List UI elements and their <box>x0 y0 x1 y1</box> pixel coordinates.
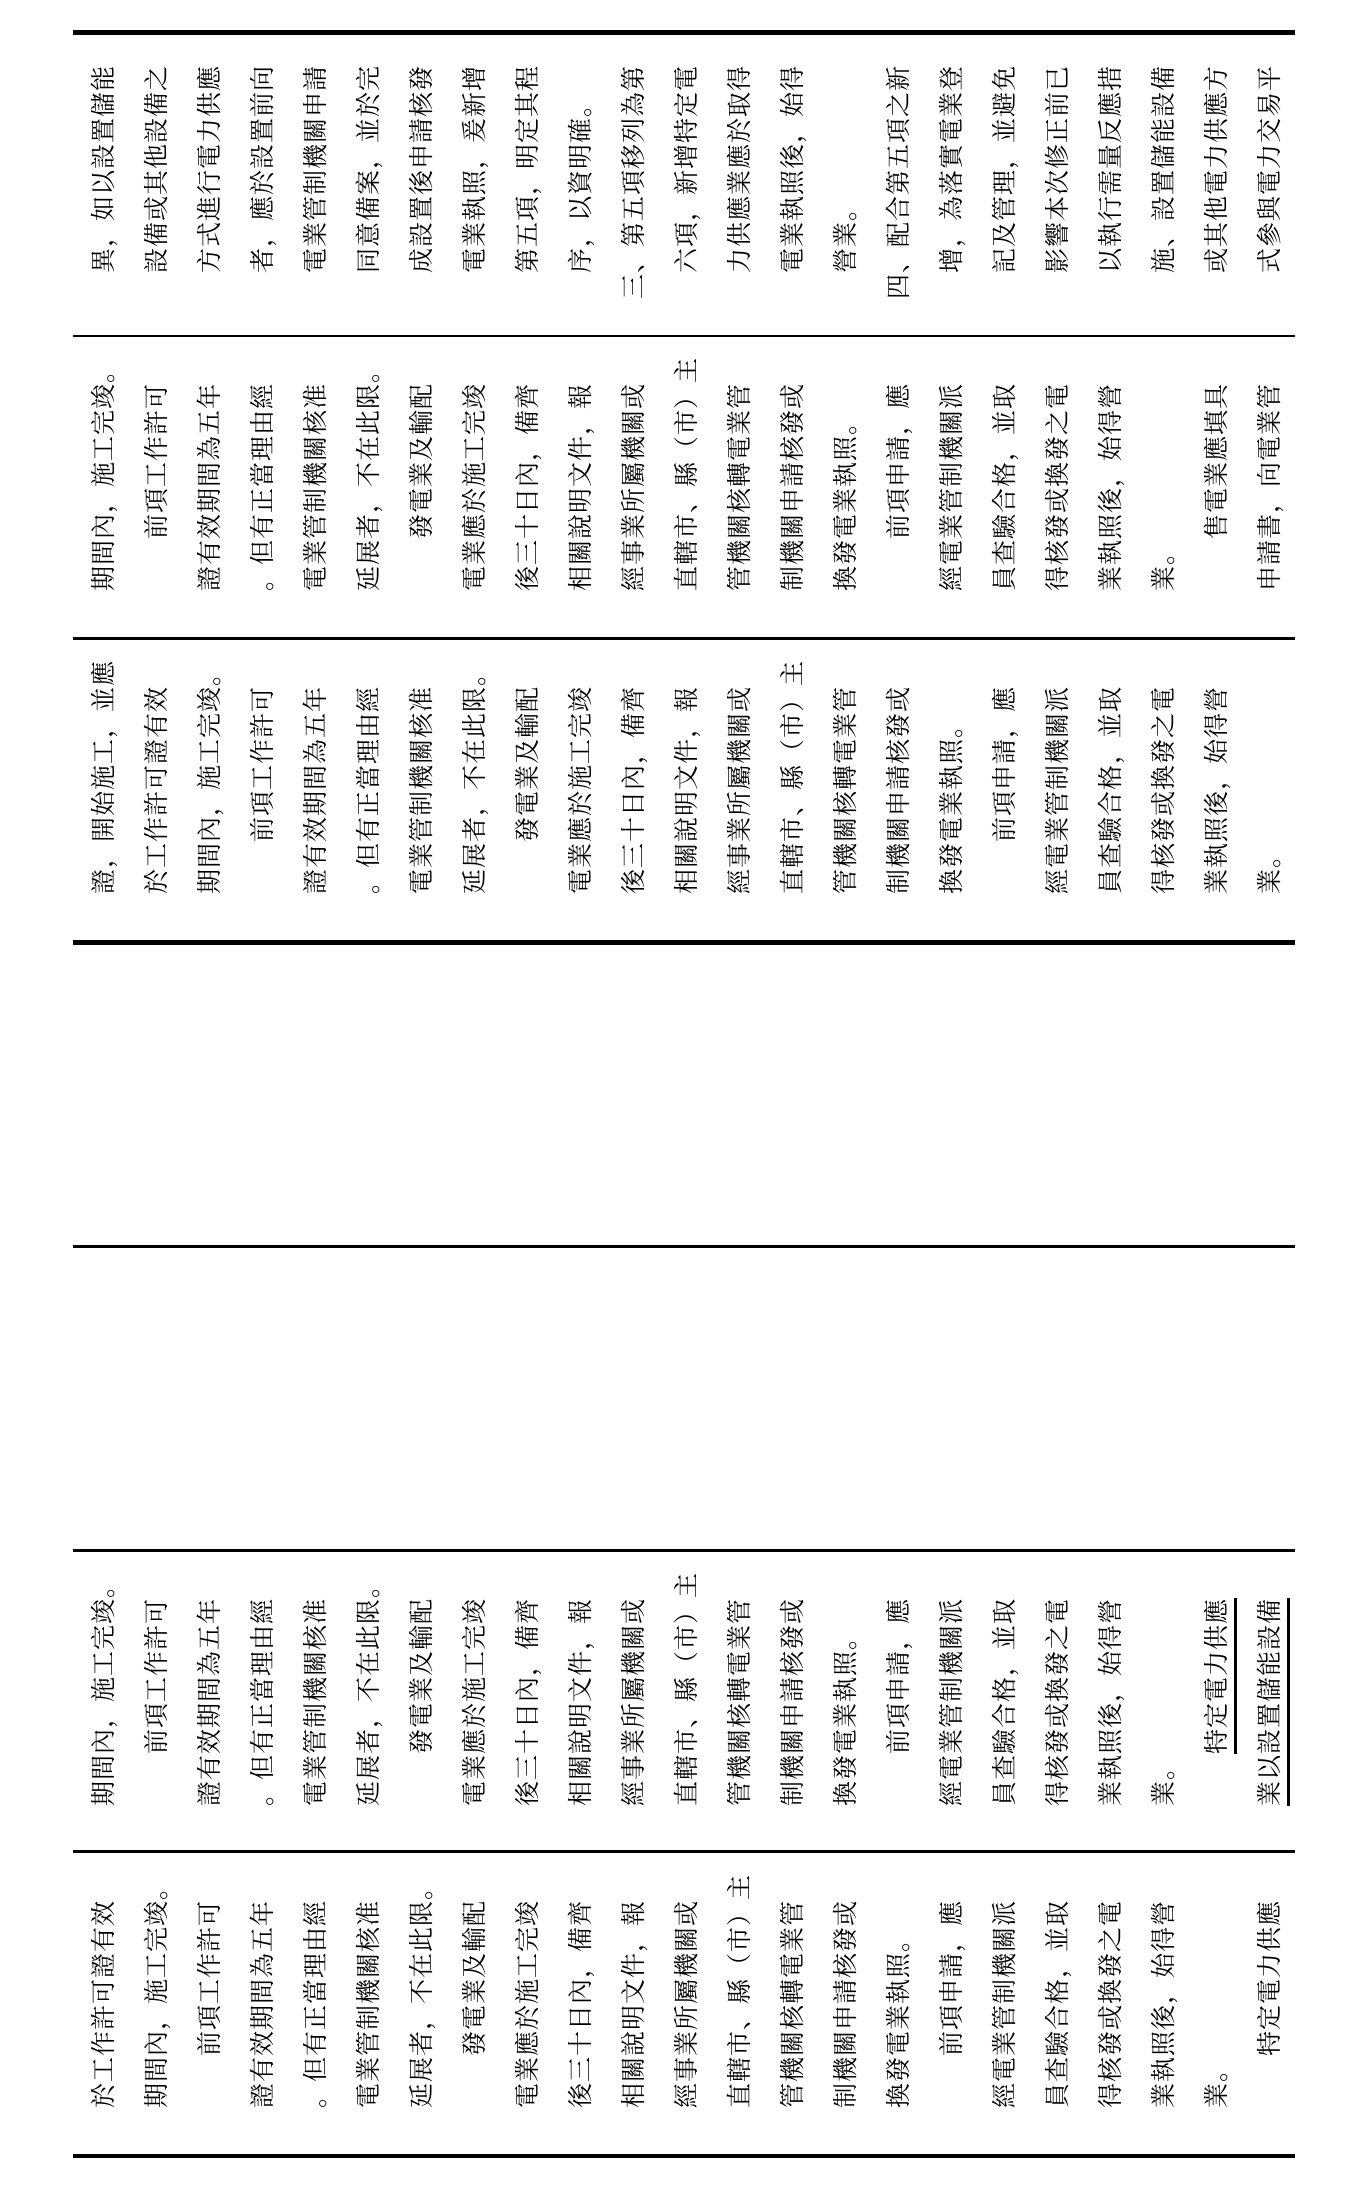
text-line: 電業應於施工完竣 <box>460 1597 489 1806</box>
text-line: 或其他電力供應方 <box>1202 64 1231 273</box>
text-line: 前項申請，應 <box>937 1899 966 2056</box>
text-line: 。但有正當理由經 <box>354 685 383 894</box>
text-line: 設備或其他設備之 <box>142 64 171 273</box>
table-cell-column-1 <box>73 36 1295 333</box>
text-line: 延展者，不在此限。 <box>407 1873 436 2108</box>
text-line: 施、設置儲能設備 <box>1149 64 1178 273</box>
text-line: 延展者，不在此限。 <box>460 659 489 894</box>
text-line: 證有效期間為五年 <box>195 1597 224 1806</box>
text-line: 經電業管制機關派 <box>1043 685 1072 894</box>
text-line: 申請書，向電業管 <box>1255 382 1284 591</box>
table-cell-column-6 <box>73 1553 1295 1848</box>
underline-marked-text: 特定電力供應 <box>1202 1598 1237 1754</box>
text-line: 。但有正當理由經 <box>301 1899 330 2108</box>
text-line: 經電業管制機關派 <box>937 382 966 591</box>
text-line: 員查驗合格，並取 <box>990 1597 1019 1806</box>
text-line: 增，為落實電業登 <box>937 64 966 273</box>
text-line: 業。 <box>1149 538 1178 591</box>
text-line: 管機關核轉電業管 <box>778 1899 807 2108</box>
text-line: 直轄市、縣（市）主 <box>672 1571 701 1806</box>
text-line: 證，開始施工，並應 <box>89 659 118 894</box>
amended-text-line <box>1256 1553 1309 1806</box>
text-line: 電業管制機關核准 <box>301 1597 330 1806</box>
text-line: 業。 <box>1149 1753 1178 1806</box>
text-line: 業。 <box>1202 2055 1231 2108</box>
text-line: 業。 <box>1255 841 1284 894</box>
text-line: 於工作許可證有效 <box>142 685 171 894</box>
text-line: 力供應業應於取得 <box>725 64 754 273</box>
text-line: 員查驗合格，並取 <box>1096 685 1125 894</box>
text-line: 第五項，明定其程 <box>513 64 542 273</box>
text-line: 前項工作許可 <box>142 1597 171 1754</box>
text-line: 同意備案，並於完 <box>354 64 383 273</box>
text-line: 發電業及輸配 <box>407 382 436 539</box>
text-line: 經事業所屬機關或 <box>725 685 754 894</box>
text-line: 電業執照，爰新增 <box>460 64 489 273</box>
text-line: 特定電力供應 <box>1255 1899 1284 2056</box>
text-line: 制機關申請核發或 <box>778 382 807 591</box>
text-line: 證有效期間為五年 <box>248 1899 277 2108</box>
text-line: 六項，新增特定電 <box>672 64 701 273</box>
text-line: 前項工作許可 <box>195 1899 224 2056</box>
text-line: 經事業所屬機關或 <box>619 382 648 591</box>
text-line: 。但有正當理由經 <box>248 1597 277 1806</box>
text-line: 異，如以設置儲能 <box>89 64 118 273</box>
text-line: 序，以資明確。 <box>566 90 595 273</box>
text-line: 電業執照後，始得 <box>778 64 807 273</box>
text-line: 證有效期間為五年 <box>301 685 330 894</box>
text-line: 相關說明文件，報 <box>566 1597 595 1806</box>
text-line: 電業應於施工完竣 <box>513 1899 542 2108</box>
table-border <box>73 30 1295 35</box>
text-line: 以執行需量反應措 <box>1096 64 1125 273</box>
text-line: 換發電業執照。 <box>937 711 966 894</box>
text-line: 後三十日內，備齊 <box>513 1597 542 1806</box>
text-line: 業執照後，始得營 <box>1202 685 1231 894</box>
text-line: 營業。 <box>831 194 860 273</box>
text-line: 延展者，不在此限。 <box>354 1571 383 1806</box>
text-line: 相關說明文件，報 <box>672 685 701 894</box>
text-line: 前項申請，應 <box>990 685 1019 842</box>
text-line: 記及管理，並避免 <box>990 64 1019 273</box>
underline-marked-text: 業以設置儲能設備 <box>1255 1598 1290 1806</box>
text-line: 管機關核轉電業管 <box>725 1597 754 1806</box>
text-line: 得核發或換發之電 <box>1043 1597 1072 1806</box>
text-line: 於工作許可證有效 <box>89 1899 118 2108</box>
table-border <box>73 637 1295 640</box>
text-line: 經事業所屬機關或 <box>619 1597 648 1806</box>
text-line: 發電業及輸配 <box>407 1597 436 1754</box>
text-line: 後三十日內，備齊 <box>619 685 648 894</box>
text-line: 者，應於設置前向 <box>248 64 277 273</box>
table-border <box>73 2154 1295 2158</box>
table-cell-column-2 <box>73 338 1295 635</box>
table-cell-column-4-empty <box>73 946 1295 1243</box>
text-line: 業執照後，始得營 <box>1149 1899 1178 2108</box>
text-line: 得核發或換發之電 <box>1043 382 1072 591</box>
text-line: 前項申請，應 <box>884 1597 913 1754</box>
text-line: 電業應於施工完竣 <box>566 685 595 894</box>
text-line: 經電業管制機關派 <box>990 1899 1019 2108</box>
text-line: 得核發或換發之電 <box>1149 685 1178 894</box>
text-line: 員查驗合格，並取 <box>990 382 1019 591</box>
text-line: 期間內，施工完竣。 <box>142 1873 171 2108</box>
text-line: 相關說明文件，報 <box>619 1899 648 2108</box>
text-line: 得核發或換發之電 <box>1096 1899 1125 2108</box>
text-line: 換發電業執照。 <box>831 408 860 591</box>
text-line: 三、第五項移列為第 <box>619 64 648 299</box>
text-line: 證有效期間為五年 <box>195 382 224 591</box>
text-line: 電業管制機關核准 <box>301 382 330 591</box>
text-line: 制機關申請核發或 <box>831 1899 860 2108</box>
text-line: 直轄市、縣（市）主 <box>672 356 701 591</box>
text-line: 電業管制機關申請 <box>301 64 330 273</box>
table-cell-column-7 <box>73 1854 1295 2152</box>
text-line: 後三十日內，備齊 <box>566 1899 595 2108</box>
text-line: 業執照後，始得營 <box>1096 1597 1125 1806</box>
text-line: 四、配合第五項之新 <box>884 64 913 299</box>
table-border <box>73 940 1295 945</box>
text-line: 相關說明文件，報 <box>566 382 595 591</box>
text-line: 方式進行電力供應 <box>195 64 224 273</box>
table-border <box>73 1850 1295 1853</box>
text-line: 管機關核轉電業管 <box>725 382 754 591</box>
text-line: 期間內，施工完竣。 <box>195 659 224 894</box>
table-border <box>73 335 1295 337</box>
text-line: 經事業所屬機關或 <box>672 1899 701 2108</box>
table-cell-column-3 <box>73 641 1295 938</box>
text-line: 業執照後，始得營 <box>1096 382 1125 591</box>
text-line: 影響本次修正前已 <box>1043 64 1072 273</box>
table-border <box>73 1245 1295 1248</box>
text-line: 前項工作許可 <box>248 685 277 842</box>
text-line: 。但有正當理由經 <box>248 382 277 591</box>
text-line: 換發電業執照。 <box>831 1623 860 1806</box>
table-cell-column-5-empty <box>73 1249 1295 1547</box>
text-line: 前項申請，應 <box>884 382 913 539</box>
text-line: 換發電業執照。 <box>884 1925 913 2108</box>
text-line: 制機關申請核發或 <box>884 685 913 894</box>
text-line: 管機關核轉電業管 <box>831 685 860 894</box>
text-line: 後三十日內，備齊 <box>513 382 542 591</box>
text-line: 式參與電力交易平 <box>1255 64 1284 273</box>
text-line: 電業應於施工完竣 <box>460 382 489 591</box>
text-line: 前項工作許可 <box>142 382 171 539</box>
text-line: 制機關申請核發或 <box>778 1597 807 1806</box>
text-line: 期間內，施工完竣。 <box>89 356 118 591</box>
text-line: 成設置後申請核發 <box>407 64 436 273</box>
table-border <box>73 1549 1295 1552</box>
text-line: 發電業及輸配 <box>460 1899 489 2056</box>
text-line: 電業管制機關核准 <box>354 1899 383 2108</box>
text-line: 延展者，不在此限。 <box>354 356 383 591</box>
text-line: 期間內，施工完竣。 <box>89 1571 118 1806</box>
text-line: 直轄市、縣（市）主 <box>725 1873 754 2108</box>
text-line: 電業管制機關核准 <box>407 685 436 894</box>
text-line: 發電業及輸配 <box>513 685 542 842</box>
text-line: 直轄市、縣（市）主 <box>778 659 807 894</box>
text-line: 經電業管制機關派 <box>937 1597 966 1806</box>
text-line: 售電業應填具 <box>1202 382 1231 539</box>
amended-text-line <box>1203 1553 1256 1806</box>
text-line: 員查驗合格，並取 <box>1043 1899 1072 2108</box>
